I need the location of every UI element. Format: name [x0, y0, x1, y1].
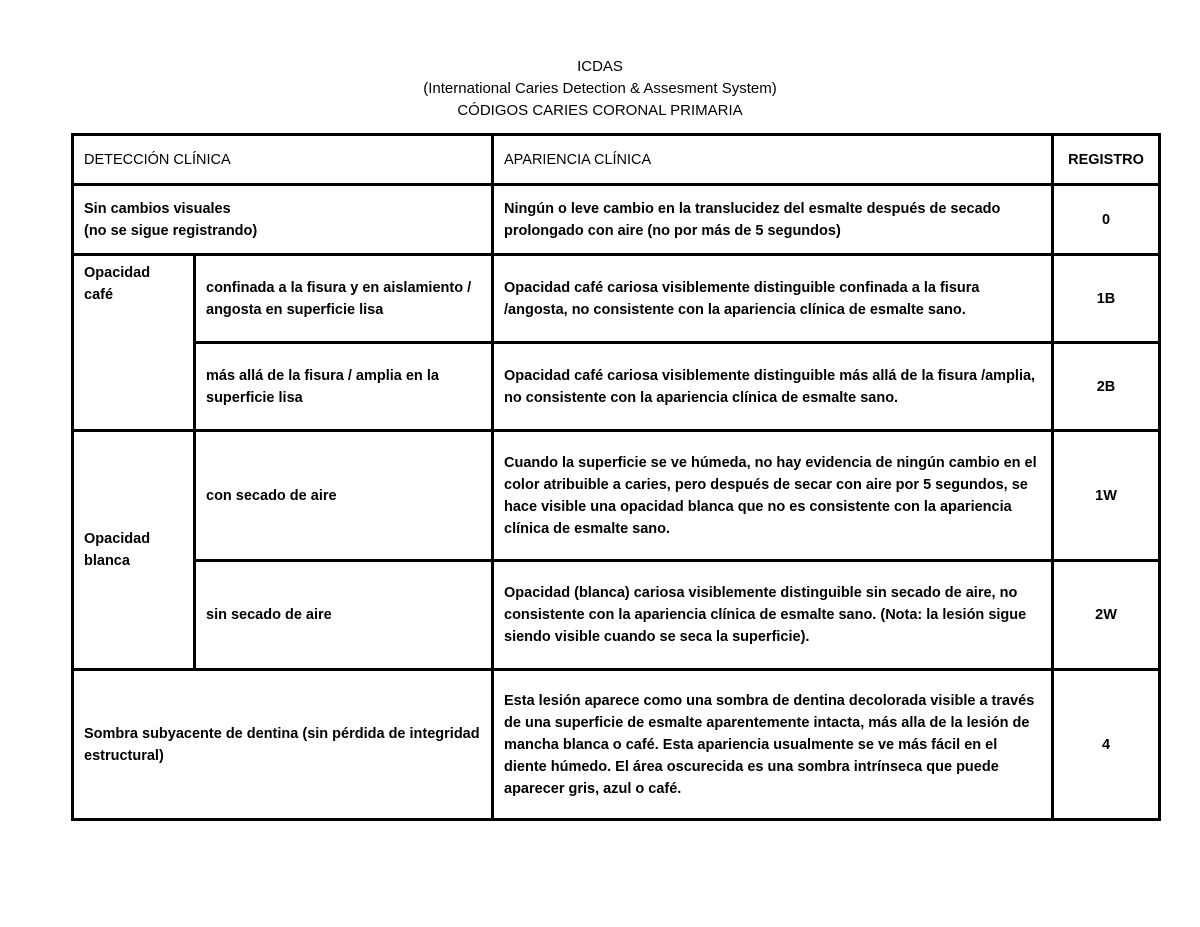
subtype-cell: sin secado de aire [195, 561, 493, 670]
detection-cell: Sombra subyacente de dentina (sin pérdida de integridad estructural) [73, 670, 493, 820]
detection-line: (no se sigue registrando) [84, 222, 258, 239]
appearance-cell: Cuando la superficie se ve húmeda, no hay evidencia de ningún cambio en el color atribuible a caries, pero después de secar con aire por 5 segundos, se hace visible una opacidad blanca que no es consistente con la apariencia clínica de esmalte sano. [493, 431, 1053, 561]
title-fullname: (International Caries Detection & Assesment System) [423, 80, 777, 97]
code-cell: 0 [1053, 185, 1160, 255]
appearance-cell: Esta lesión aparece como una sombra de dentina decolorada visible a través de una superficie de esmalte aparentemente intacta, más alla de la lesión de mancha blanca o café. Esta apariencia usualmente se ve más fácil en el diente húmedo. El área oscurecida es una sombra intrínseca que puede aparecer gris, azul o café. [493, 670, 1053, 820]
appearance-cell: Opacidad (blanca) cariosa visiblemente distinguible sin secado de aire, no consistente con la apariencia clínica de esmalte sano. (Nota: la lesión sigue siendo visible cuando se seca la superficie). [493, 561, 1053, 670]
code-cell: 1W [1053, 431, 1160, 561]
header-detection: DETECCIÓN CLÍNICA [73, 135, 493, 185]
subtype-cell: confinada a la fisura y en aislamiento / angosta en superficie lisa [195, 255, 493, 343]
table-row [73, 431, 1160, 561]
table-row [73, 561, 1160, 670]
appearance-cell: Opacidad café cariosa visiblemente distinguible más allá de la fisura /amplia, no consistente con la apariencia clínica de esmalte sano. [493, 343, 1053, 431]
code-cell: 2B [1053, 343, 1160, 431]
table-row [73, 255, 1160, 343]
appearance-cell: Opacidad café cariosa visiblemente distinguible confinada a la fisura /angosta, no consistente con la apariencia clínica de esmalte sano. [493, 255, 1053, 343]
code-cell: 1B [1053, 255, 1160, 343]
code-cell: 4 [1053, 670, 1160, 820]
group-cell-opacidad-cafe: Opacidad café [73, 255, 195, 431]
table-header-row [73, 135, 1160, 185]
document-header [0, 56, 1200, 122]
detection-line: Sin cambios visuales [84, 200, 231, 217]
title-acronym: ICDAS [577, 58, 623, 75]
title-subtitle: CÓDIGOS CARIES CORONAL PRIMARIA [457, 102, 743, 119]
header-appearance: APARIENCIA CLÍNICA [493, 135, 1053, 185]
subtype-cell: más allá de la fisura / amplia en la superficie lisa [195, 343, 493, 431]
code-cell: 2W [1053, 561, 1160, 670]
header-record: REGISTRO [1053, 135, 1160, 185]
table-row [73, 185, 1160, 255]
subtype-cell: con secado de aire [195, 431, 493, 561]
detection-cell [73, 185, 493, 255]
group-cell-opacidad-blanca: Opacidad blanca [73, 431, 195, 670]
icdas-codes-table [71, 133, 1161, 821]
table-row [73, 670, 1160, 820]
appearance-cell: Ningún o leve cambio en la translucidez del esmalte después de secado prolongado con aire (no por más de 5 segundos) [493, 185, 1053, 255]
table-row [73, 343, 1160, 431]
